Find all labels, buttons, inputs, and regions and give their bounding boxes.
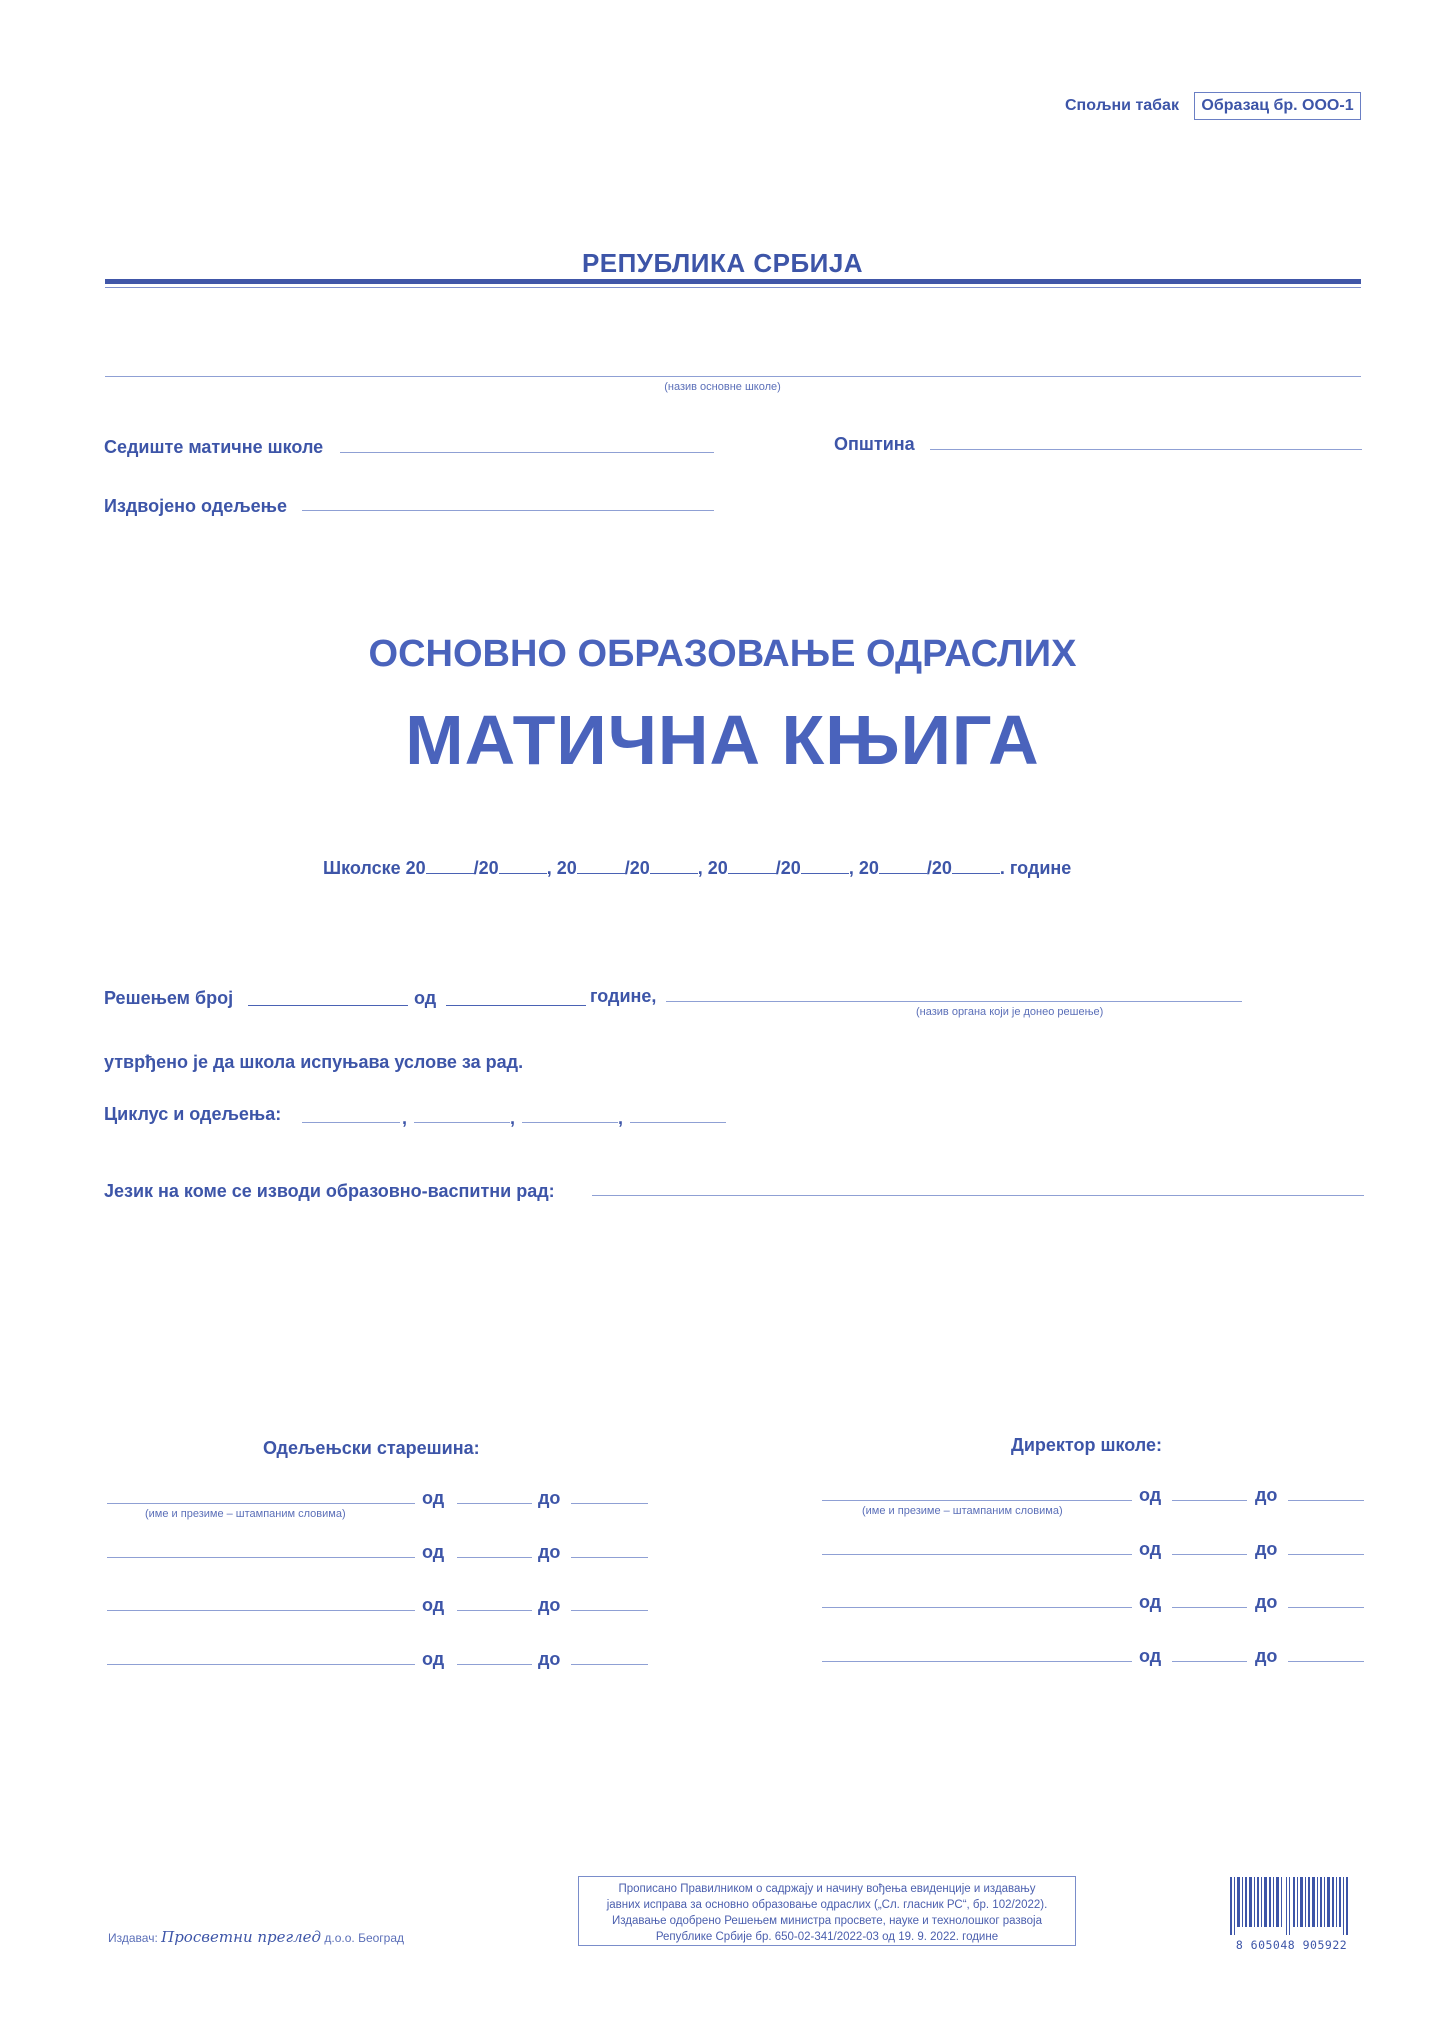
barcode-number: 8 605048 905922 [1235, 1938, 1348, 1952]
teacher-name-field[interactable] [107, 1610, 415, 1611]
legal-line: Издавање одобрено Решењем министра просвете, науке и технолошког развоја [611, 1915, 1043, 1927]
legal-box [578, 1876, 1076, 1946]
publisher [108, 1928, 404, 1946]
teacher-to-field[interactable] [571, 1664, 648, 1665]
decision-label: Решењем број [104, 988, 234, 1008]
municipality-label: Општина [834, 434, 915, 454]
decision-date-field[interactable] [446, 1005, 586, 1006]
seat-field[interactable] [340, 452, 714, 453]
year-blank[interactable] [499, 873, 547, 874]
decision-od: од [414, 988, 437, 1008]
barcode [1224, 1877, 1359, 1952]
director-from-field[interactable] [1172, 1607, 1247, 1608]
cycle-field[interactable] [630, 1122, 726, 1123]
cycle-field[interactable] [302, 1122, 400, 1123]
teacher-od: од [422, 1542, 445, 1562]
teacher-do: до [538, 1542, 561, 1562]
director-title: Директор школе: [1011, 1435, 1162, 1455]
teacher-od: од [422, 1488, 445, 1508]
decision-godine: године, [590, 986, 657, 1006]
director-name-field[interactable] [822, 1554, 1132, 1555]
director-to-field[interactable] [1288, 1554, 1364, 1555]
publisher-suffix: д.о.о. Београд [324, 1931, 405, 1945]
barcode-bars-icon [1224, 1877, 1359, 1935]
teacher-do: до [538, 1595, 561, 1615]
teacher-from-field[interactable] [457, 1610, 532, 1611]
main-title: МАТИЧНА КЊИГА [405, 701, 1040, 779]
years-slash: /20 [926, 858, 952, 878]
director-to-field[interactable] [1288, 1500, 1364, 1501]
year-blank[interactable] [577, 873, 625, 874]
teacher-to-field[interactable] [571, 1610, 648, 1611]
teacher-name-field[interactable] [107, 1664, 415, 1665]
cycle-field[interactable] [522, 1122, 618, 1123]
teacher-title: Одељењски старешина: [263, 1438, 480, 1458]
branch-field[interactable] [302, 510, 714, 511]
years-comma: , 20 [697, 858, 728, 878]
statement: утврђено је да школа испуњава услове за рад. [104, 1052, 524, 1072]
director-from-field[interactable] [1172, 1500, 1247, 1501]
cycles-label: Циклус и одељења: [104, 1104, 282, 1124]
language-label: Језик на коме се изводи образовно-васпитни рад: [104, 1181, 555, 1201]
seat-label: Седиште матичне школе [104, 437, 324, 457]
year-blank[interactable] [426, 873, 474, 874]
director-od: од [1139, 1485, 1162, 1505]
heading-rule [105, 279, 1361, 284]
director-name-field[interactable] [822, 1607, 1132, 1608]
language-field[interactable] [592, 1195, 1364, 1196]
teacher-from-field[interactable] [457, 1503, 532, 1504]
cycle-comma: , [510, 1108, 516, 1128]
heading-rule-thin [105, 287, 1361, 288]
director-do: до [1255, 1485, 1278, 1505]
years-comma: , 20 [848, 858, 879, 878]
teacher-from-field[interactable] [457, 1557, 532, 1558]
teacher-do: до [538, 1649, 561, 1669]
school-name-hint: (назив основне школе) [664, 381, 781, 393]
director-to-field[interactable] [1288, 1607, 1364, 1608]
cycle-field[interactable] [414, 1122, 510, 1123]
teacher-od: од [422, 1649, 445, 1669]
publisher-logo: Просветни преглед [161, 1928, 322, 1946]
director-od: од [1139, 1539, 1162, 1559]
director-name-field[interactable] [822, 1500, 1132, 1501]
publisher-prefix: Издавач: [108, 1931, 158, 1945]
year-blank[interactable] [879, 873, 927, 874]
director-name-field[interactable] [822, 1661, 1132, 1662]
cycle-comma: , [402, 1108, 408, 1128]
years-prefix: Школске 20 [323, 858, 426, 878]
teacher-name-field[interactable] [107, 1557, 415, 1558]
teacher-od: од [422, 1595, 445, 1615]
director-to-field[interactable] [1288, 1661, 1364, 1662]
subtitle: ОСНОВНО ОБРАЗОВАЊЕ ОДРАСЛИХ [368, 633, 1077, 675]
director-do: до [1255, 1539, 1278, 1559]
teacher-name-field[interactable] [107, 1503, 415, 1504]
school-name-line[interactable] [105, 376, 1361, 377]
director-from-field[interactable] [1172, 1554, 1247, 1555]
tab-label: Спољни табак [1065, 97, 1179, 114]
legal-line: Прописано Правилником о садржају и начину вођења евиденције и издавању [618, 1883, 1036, 1895]
director-from-field[interactable] [1172, 1661, 1247, 1662]
years-suffix: . године [999, 858, 1072, 878]
authority-hint: (назив органа који је донео решење) [916, 1006, 1104, 1018]
years-slash: /20 [624, 858, 650, 878]
municipality-field[interactable] [930, 449, 1362, 450]
teacher-to-field[interactable] [571, 1503, 648, 1504]
year-blank[interactable] [728, 873, 776, 874]
republic-heading: РЕПУБЛИКА СРБИЈА [581, 248, 864, 278]
cycle-comma: , [618, 1108, 624, 1128]
authority-field[interactable] [666, 1001, 1242, 1002]
decision-number-field[interactable] [248, 1005, 408, 1006]
form-number: Образац бр. ООО-1 [1194, 92, 1361, 120]
year-blank[interactable] [801, 873, 849, 874]
director-od: од [1139, 1646, 1162, 1666]
director-do: до [1255, 1646, 1278, 1666]
year-blank[interactable] [650, 873, 698, 874]
teacher-name-hint: (име и презиме – штампаним словима) [145, 1508, 346, 1520]
director-od: од [1139, 1592, 1162, 1612]
legal-line: Републике Србије бр. 650-02-341/2022-03 од 19. 9. 2022. године [655, 1931, 999, 1943]
legal-line: јавних исправа за основно образовање одраслих („Сл. гласник РС“, бр. 102/2022). [606, 1899, 1048, 1911]
director-name-hint: (име и презиме – штампаним словима) [862, 1505, 1063, 1517]
director-do: до [1255, 1592, 1278, 1612]
branch-label: Издвојено одељење [104, 496, 287, 516]
teacher-do: до [538, 1488, 561, 1508]
school-years-row [323, 858, 1071, 879]
year-blank[interactable] [952, 873, 1000, 874]
teacher-to-field[interactable] [571, 1557, 648, 1558]
years-comma: , 20 [546, 858, 577, 878]
years-slash: /20 [775, 858, 801, 878]
years-slash: /20 [473, 858, 499, 878]
teacher-from-field[interactable] [457, 1664, 532, 1665]
